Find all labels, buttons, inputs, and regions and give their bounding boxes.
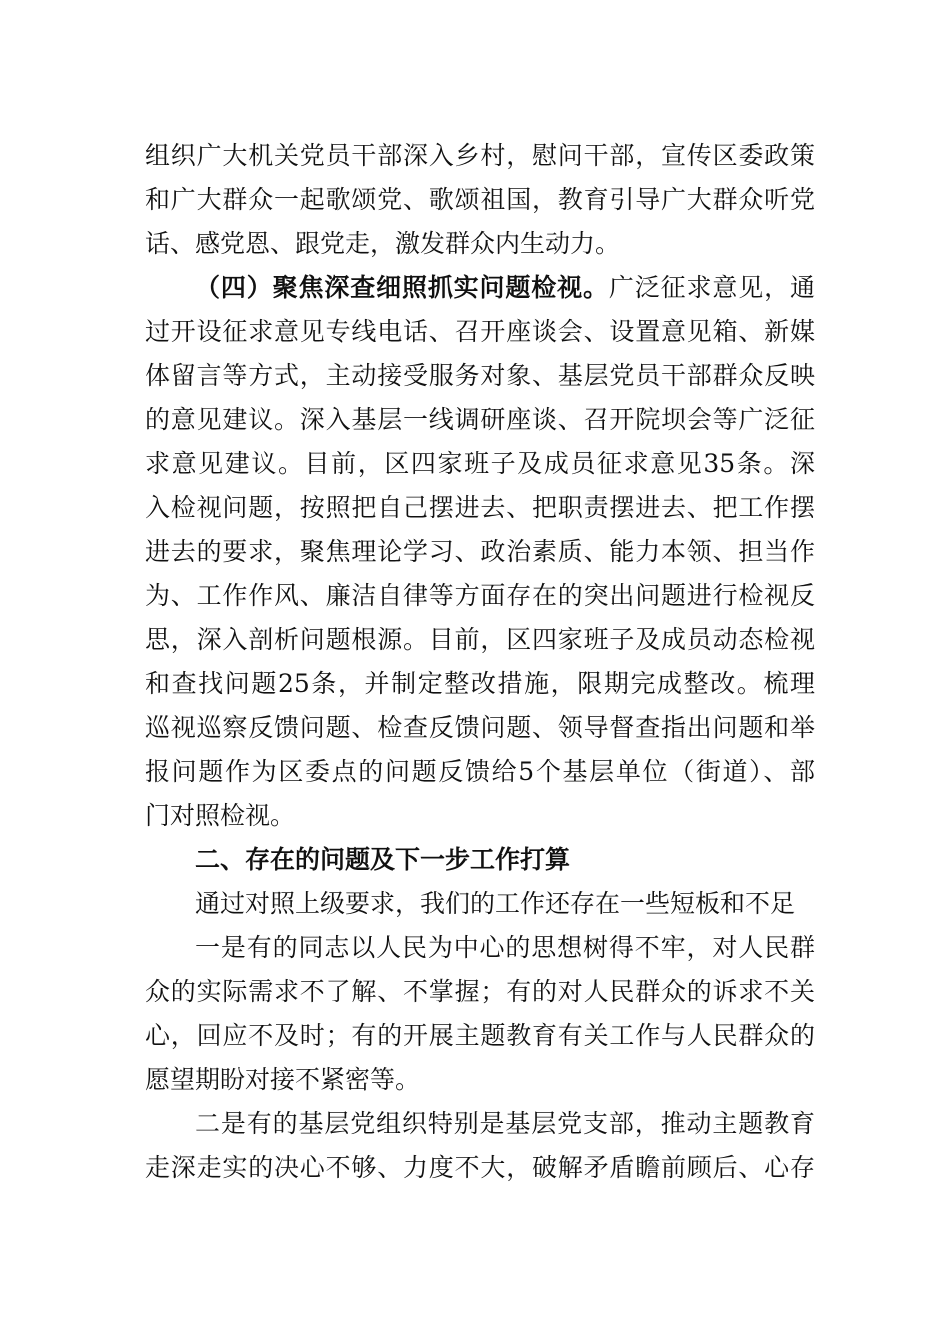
section-four-first-line [195,271,815,304]
body-text-line: 和查找问题25条，并制定整改措施，限期完成整改。梳理 [145,669,815,698]
body-text-line: 过开设征求意见专线电话、召开座谈会、设置意见箱、新媒 [145,317,815,346]
section-heading: 二、存在的问题及下一步工作打算 [195,845,571,874]
section-four-title: （四）聚焦深查细照抓实问题检视。 [195,273,609,302]
body-text-line: 一是有的同志以人民为中心的思想树得不牢，对人民群 [195,933,815,962]
body-text-line: 组织广大机关党员干部深入乡村，慰问干部，宣传区委政策 [145,141,815,170]
body-text-line: 入检视问题，按照把自己摆进去、把职责摆进去、把工作摆 [145,493,815,522]
body-text-line: 心，回应不及时；有的开展主题教育有关工作与人民群众的 [145,1021,815,1050]
body-text-line: 进去的要求，聚焦理论学习、政治素质、能力本领、担当作 [145,537,815,566]
body-text-line: 巡视巡察反馈问题、检查反馈问题、领导督查指出问题和举 [145,713,815,742]
body-text-line: 体留言等方式，主动接受服务对象、基层党员干部群众反映 [145,361,815,390]
body-text-line: 愿望期盼对接不紧密等。 [145,1065,421,1094]
body-text-line: 话、感党恩、跟党走，激发群众内生动力。 [145,229,621,258]
body-text-line: 思，深入剖析问题根源。目前，区四家班子及成员动态检视 [145,625,815,654]
body-text-line: 众的实际需求不了解、不掌握；有的对人民群众的诉求不关 [145,977,815,1006]
body-text-line: 和广大群众一起歌颂党、歌颂祖国，教育引导广大群众听党 [145,185,815,214]
body-text-line: 走深走实的决心不够、力度不大，破解矛盾瞻前顾后、心存 [145,1153,815,1182]
body-text-line: 二是有的基层党组织特别是基层党支部，推动主题教育 [195,1109,815,1138]
body-text-line: 为、工作作风、廉洁自律等方面存在的突出问题进行检视反 [145,581,815,610]
body-text-line: 报问题作为区委点的问题反馈给5个基层单位（街道）、部 [145,757,815,786]
body-text-span: 广泛征求意见，通 [608,273,815,302]
body-text-line: 通过对照上级要求，我们的工作还存在一些短板和不足 [195,889,796,918]
body-text-line: 门对照检视。 [145,801,296,830]
body-text-line: 的意见建议。深入基层一线调研座谈、召开院坝会等广泛征 [145,405,815,434]
body-text-line: 求意见建议。目前，区四家班子及成员征求意见35条。深 [145,449,815,478]
